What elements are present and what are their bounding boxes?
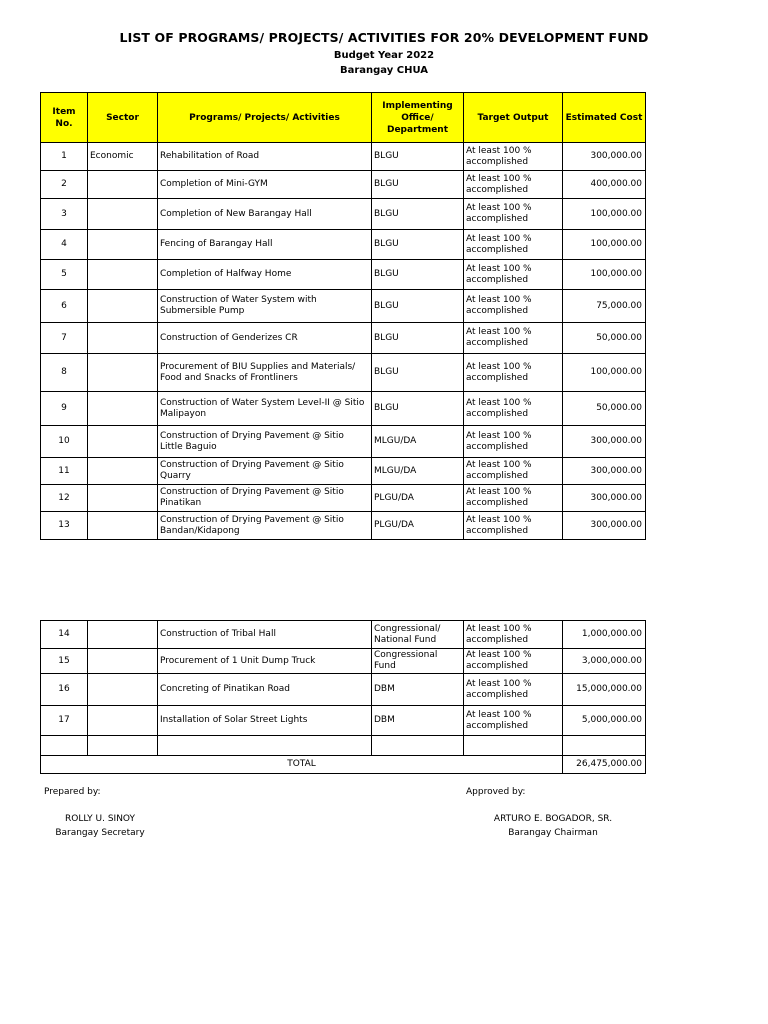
sector-cell (88, 674, 158, 706)
cost-cell: 5,000,000.00 (563, 706, 646, 736)
target-cell: At least 100 % accomplished (464, 354, 563, 392)
program-cell: Fencing of Barangay Hall (158, 230, 372, 260)
cost-cell: 3,000,000.00 (563, 649, 646, 674)
sector-cell (88, 230, 158, 260)
target-cell: At least 100 % accomplished (464, 171, 563, 199)
target-cell: At least 100 % accomplished (464, 458, 563, 485)
office-cell: Congressional/ National Fund (372, 621, 464, 649)
item-no-cell: 10 (41, 426, 88, 458)
item-no-cell: 2 (41, 171, 88, 199)
item-no-cell: 5 (41, 260, 88, 290)
sector-cell (88, 649, 158, 674)
item-no-cell: 17 (41, 706, 88, 736)
cost-cell: 100,000.00 (563, 230, 646, 260)
office-cell: BLGU (372, 199, 464, 230)
target-cell: At least 100 % accomplished (464, 230, 563, 260)
table-row (41, 323, 646, 354)
target-cell: At least 100 % accomplished (464, 649, 563, 674)
item-no-cell: 3 (41, 199, 88, 230)
office-cell: BLGU (372, 171, 464, 199)
table-row (41, 260, 646, 290)
blank-row (41, 736, 646, 756)
cost-cell: 300,000.00 (563, 485, 646, 512)
prepared-by-title: Barangay Secretary (55, 828, 145, 838)
sector-cell (88, 323, 158, 354)
sector-cell (88, 512, 158, 540)
sector-cell (88, 458, 158, 485)
table-row (41, 512, 646, 540)
total-label: TOTAL (41, 756, 563, 774)
sector-cell (88, 290, 158, 323)
table-row (41, 290, 646, 323)
sector-cell (88, 199, 158, 230)
header-target: Target Output (464, 93, 563, 143)
header-item-no: Item No. (41, 93, 88, 143)
table-row (41, 199, 646, 230)
item-no-cell: 7 (41, 323, 88, 354)
table-row (41, 485, 646, 512)
cost-cell: 75,000.00 (563, 290, 646, 323)
cost-cell: 1,000,000.00 (563, 621, 646, 649)
sector-cell (88, 354, 158, 392)
office-cell: DBM (372, 674, 464, 706)
sector-cell (88, 392, 158, 426)
office-cell: PLGU/DA (372, 485, 464, 512)
office-cell: BLGU (372, 290, 464, 323)
office-cell: Congressional Fund (372, 649, 464, 674)
target-cell: At least 100 % accomplished (464, 290, 563, 323)
table-row (41, 649, 646, 674)
cost-cell: 300,000.00 (563, 512, 646, 540)
cost-cell: 300,000.00 (563, 426, 646, 458)
item-no-cell: 14 (41, 621, 88, 649)
table-row (41, 354, 646, 392)
approved-by-title: Barangay Chairman (508, 828, 598, 838)
office-cell: PLGU/DA (372, 512, 464, 540)
program-cell: Rehabilitation of Road (158, 143, 372, 171)
header-office: Implementing Office/ Department (372, 93, 464, 143)
program-cell: Concreting of Pinatikan Road (158, 674, 372, 706)
office-cell: BLGU (372, 323, 464, 354)
office-cell: BLGU (372, 143, 464, 171)
office-cell: DBM (372, 706, 464, 736)
program-cell: Procurement of 1 Unit Dump Truck (158, 649, 372, 674)
program-cell: Completion of Halfway Home (158, 260, 372, 290)
program-cell: Procurement of BIU Supplies and Materials/ Food and Snacks of Frontliners (158, 354, 372, 392)
target-cell: At least 100 % accomplished (464, 323, 563, 354)
programs-table (40, 92, 646, 540)
sector-cell (88, 621, 158, 649)
program-cell: Completion of Mini-GYM (158, 171, 372, 199)
target-cell: At least 100 % accomplished (464, 260, 563, 290)
table-row (41, 171, 646, 199)
prepared-by-name: ROLLY U. SINOY (64, 814, 136, 824)
program-cell: Construction of Drying Pavement @ Sitio Pinatikan (158, 485, 372, 512)
target-cell: At least 100 % accomplished (464, 485, 563, 512)
cost-cell: 15,000,000.00 (563, 674, 646, 706)
sector-cell: Economic (88, 143, 158, 171)
cost-cell: 300,000.00 (563, 458, 646, 485)
item-no-cell: 13 (41, 512, 88, 540)
program-cell: Installation of Solar Street Lights (158, 706, 372, 736)
sector-cell (88, 171, 158, 199)
table-row (41, 230, 646, 260)
sector-cell (88, 260, 158, 290)
item-no-cell: 4 (41, 230, 88, 260)
target-cell: At least 100 % accomplished (464, 706, 563, 736)
item-no-cell: 8 (41, 354, 88, 392)
item-no-cell: 12 (41, 485, 88, 512)
item-no-cell: 11 (41, 458, 88, 485)
office-cell: MLGU/DA (372, 458, 464, 485)
document-title: LIST OF PROGRAMS/ PROJECTS/ ACTIVITIES FOR 20% DEVELOPMENT FUND (119, 30, 649, 45)
approved-by-name: ARTURO E. BOGADOR, SR. (493, 814, 613, 824)
cost-cell: 50,000.00 (563, 392, 646, 426)
program-cell: Construction of Water System Level-II @ Sitio Malipayon (158, 392, 372, 426)
header-sector: Sector (88, 93, 158, 143)
item-no-cell: 16 (41, 674, 88, 706)
target-cell: At least 100 % accomplished (464, 199, 563, 230)
table-header-row (41, 93, 646, 143)
cost-cell: 100,000.00 (563, 354, 646, 392)
header-cost: Estimated Cost (563, 93, 646, 143)
cost-cell: 400,000.00 (563, 171, 646, 199)
program-cell: Construction of Tribal Hall (158, 621, 372, 649)
office-cell: BLGU (372, 354, 464, 392)
item-no-cell: 6 (41, 290, 88, 323)
target-cell: At least 100 % accomplished (464, 426, 563, 458)
program-cell: Construction of Genderizes CR (158, 323, 372, 354)
item-no-cell: 15 (41, 649, 88, 674)
sector-cell (88, 706, 158, 736)
table-row (41, 426, 646, 458)
table-row (41, 706, 646, 736)
table-row (41, 674, 646, 706)
table-row (41, 143, 646, 171)
budget-year: Budget Year 2022 (333, 50, 435, 61)
cost-cell: 100,000.00 (563, 199, 646, 230)
header-programs: Programs/ Projects/ Activities (158, 93, 372, 143)
office-cell: BLGU (372, 260, 464, 290)
target-cell: At least 100 % accomplished (464, 512, 563, 540)
barangay-name: Barangay CHUA (339, 65, 429, 76)
table-row (41, 392, 646, 426)
approved-by-label: Approved by: (466, 787, 526, 797)
office-cell: MLGU/DA (372, 426, 464, 458)
programs-table-continued (40, 620, 646, 774)
office-cell: BLGU (372, 392, 464, 426)
total-row (41, 756, 646, 774)
target-cell: At least 100 % accomplished (464, 392, 563, 426)
program-cell: Construction of Water System with Submersible Pump (158, 290, 372, 323)
item-no-cell: 9 (41, 392, 88, 426)
target-cell: At least 100 % accomplished (464, 621, 563, 649)
cost-cell: 50,000.00 (563, 323, 646, 354)
target-cell: At least 100 % accomplished (464, 143, 563, 171)
program-cell: Completion of New Barangay Hall (158, 199, 372, 230)
cost-cell: 300,000.00 (563, 143, 646, 171)
prepared-by-label: Prepared by: (44, 787, 101, 797)
item-no-cell: 1 (41, 143, 88, 171)
program-cell: Construction of Drying Pavement @ Sitio Quarry (158, 458, 372, 485)
cost-cell: 100,000.00 (563, 260, 646, 290)
sector-cell (88, 426, 158, 458)
office-cell: BLGU (372, 230, 464, 260)
program-cell: Construction of Drying Pavement @ Sitio Little Baguio (158, 426, 372, 458)
table-row (41, 458, 646, 485)
sector-cell (88, 485, 158, 512)
program-cell: Construction of Drying Pavement @ Sitio Bandan/Kidapong (158, 512, 372, 540)
total-value: 26,475,000.00 (563, 756, 646, 774)
table-row (41, 621, 646, 649)
target-cell: At least 100 % accomplished (464, 674, 563, 706)
